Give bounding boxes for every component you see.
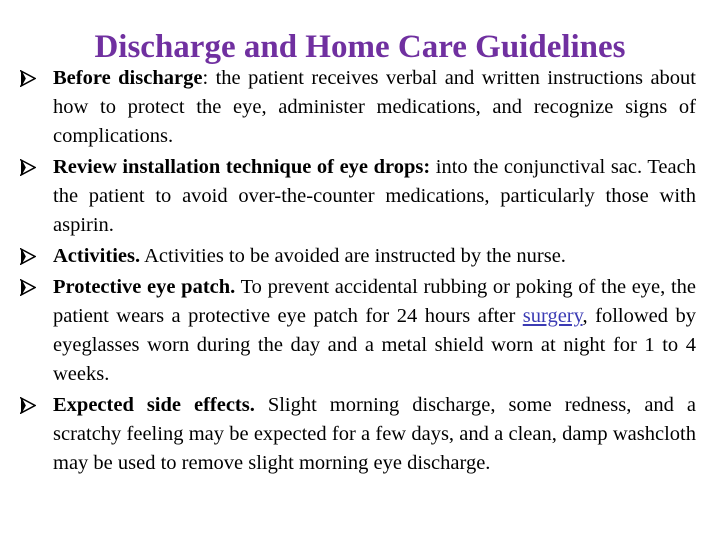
arrow-bullet-icon	[20, 273, 42, 302]
bullet-text: To prevent accidental rubbing or poking of the eye, the patient wears a protective eye patch for 24 hours after	[53, 276, 696, 327]
bullet-text: into the conjunctival sac. Teach the patient to avoid over-the-counter medications, particularly those with aspirin.	[53, 156, 696, 236]
guideline-list	[20, 64, 696, 480]
bullet-term: Expected side effects.	[53, 394, 255, 416]
bullet-eye-drops	[20, 153, 696, 240]
bullet-text: , followed by eyeglasses worn during the day and a metal shield worn at night for 1 to 4 weeks.	[53, 305, 696, 385]
bullet-text: : the patient receives verbal and written instructions about how to protect the eye, administer medications, and recognize signs of complications.	[53, 67, 697, 147]
bullet-text: Slight morning discharge, some redness, and a scratchy feeling may be expected for a few days, and a clean, damp washcloth may be used to remove slight morning eye discharge.	[53, 394, 696, 474]
bullet-before-discharge	[20, 64, 696, 151]
page-title: Discharge and Home Care Guidelines	[94, 29, 626, 66]
surgery-link[interactable]: surgery	[522, 305, 583, 327]
bullet-text: Activities to be avoided are instructed by the nurse.	[140, 245, 566, 267]
bullet-term: Before discharge	[53, 67, 203, 89]
arrow-bullet-icon	[20, 391, 42, 420]
bullet-term: Protective eye patch.	[53, 276, 236, 298]
arrow-bullet-icon	[20, 242, 42, 271]
bullet-term: Activities.	[53, 245, 141, 267]
bullet-expected-side-effects	[20, 391, 696, 478]
bullet-term: Review installation technique of eye drops:	[53, 156, 431, 178]
bullet-protective-eye-patch	[20, 273, 696, 389]
arrow-bullet-icon	[20, 64, 42, 93]
arrow-bullet-icon	[20, 153, 42, 182]
bullet-activities	[20, 242, 696, 271]
